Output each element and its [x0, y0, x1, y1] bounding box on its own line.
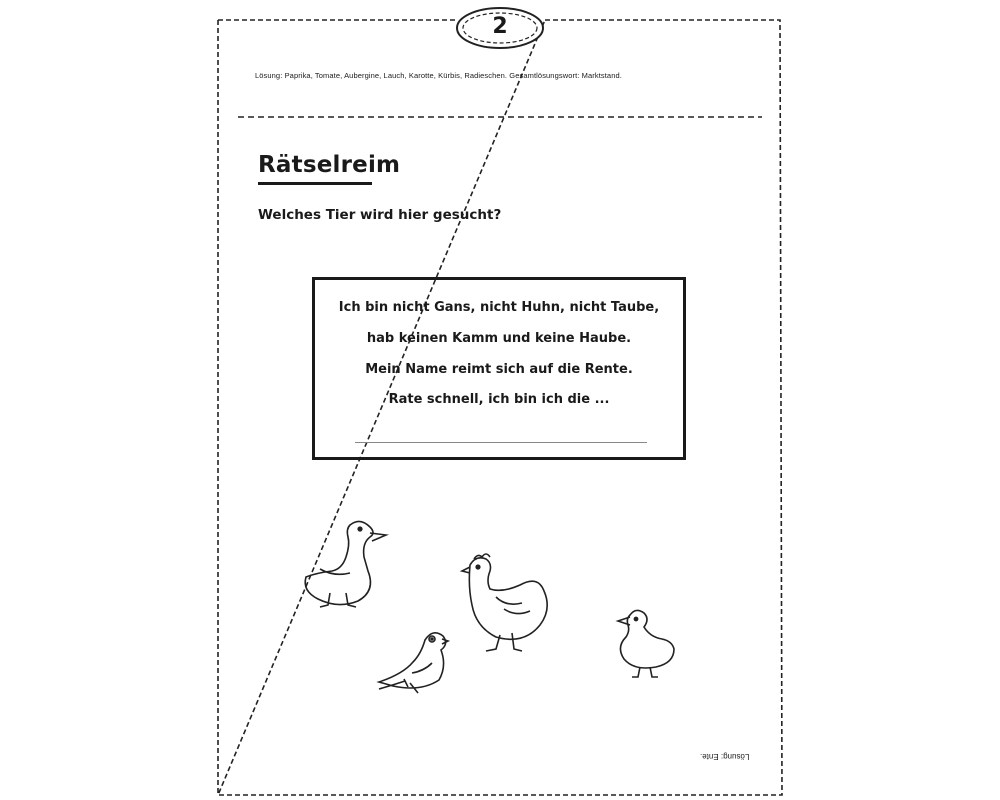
title-underline: [258, 182, 372, 185]
hen-icon: [462, 554, 547, 651]
poem-line: Rate schnell, ich bin ich die ...: [388, 392, 610, 407]
page-title: Rätselreim: [258, 152, 401, 178]
goose-icon: [305, 521, 386, 607]
poem-line: hab keinen Kamm und keine Haube.: [366, 331, 632, 346]
poem-line: Ich bin nicht Gans, nicht Huhn, nicht Taube,: [338, 300, 660, 315]
poem-box: [312, 277, 686, 460]
poem-line: Mein Name reimt sich auf die Rente.: [365, 362, 633, 377]
flipped-solution-text: Lösung: Ente.: [700, 752, 750, 761]
answer-line[interactable]: [355, 442, 647, 443]
question-text: Welches Tier wird hier gesucht?: [258, 207, 502, 223]
birds-illustration: [290, 505, 690, 705]
previous-solution-text: Lösung: Paprika, Tomate, Aubergine, Lauch, Karotte, Kürbis, Radieschen. Gesamtlösungswort: Marktstand.: [255, 71, 622, 80]
page-number: 2: [492, 14, 508, 39]
pigeon-icon: [379, 633, 448, 693]
duck-icon: [618, 610, 674, 677]
